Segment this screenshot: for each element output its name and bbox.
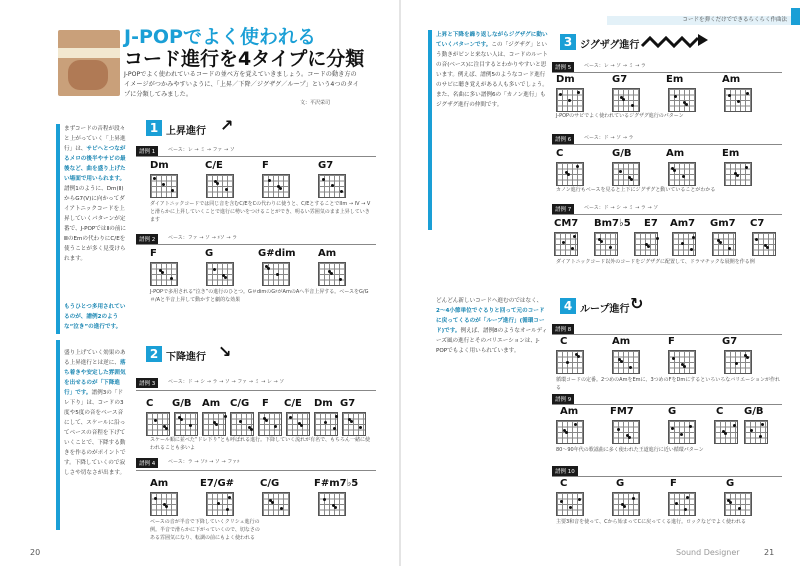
right-column-bar <box>428 30 432 230</box>
finger-dot <box>163 425 166 428</box>
finger-dot <box>735 362 738 365</box>
left-column-bar-2 <box>56 340 60 530</box>
chord-diagram <box>146 412 170 436</box>
chord: G/B <box>612 148 632 159</box>
finger-dot <box>645 243 648 246</box>
finger-dot <box>764 244 767 247</box>
finger-dot <box>609 246 612 249</box>
finger-dot <box>568 99 571 102</box>
chord-diagram <box>712 232 736 256</box>
chord: Am <box>722 74 741 85</box>
chord-diagram <box>262 262 290 286</box>
finger-dot <box>672 357 675 360</box>
finger-dot <box>680 433 683 436</box>
chord: G7 <box>722 336 738 347</box>
example5-bass: ベース：レ → ソ → ミ → ラ <box>584 63 646 69</box>
finger-dot <box>631 104 634 107</box>
example4-badge: 譜例 4 <box>136 458 158 468</box>
zigzag-arrow-icon <box>640 34 710 50</box>
finger-dot <box>686 496 689 499</box>
chord: G <box>726 478 735 489</box>
chord: Dm <box>314 398 333 409</box>
finger-dot <box>163 503 166 506</box>
finger-dot <box>674 95 677 98</box>
chord: G#dim <box>258 248 296 259</box>
example6-note: カノン進行もベースを見ると上下にジグザグと動いていることがわかる <box>556 187 716 193</box>
chord-diagram <box>612 88 640 112</box>
chord: G/B <box>172 398 192 409</box>
example6-bass: ベース：ド → ソ → ラ <box>584 135 634 141</box>
chord-diagram <box>150 262 178 286</box>
chord: F <box>262 160 269 171</box>
chord-diagram <box>150 174 178 198</box>
guitar-photo <box>58 30 120 96</box>
chord: C/E <box>205 160 223 171</box>
header-tab-marker <box>791 8 800 25</box>
chord-diagram <box>314 412 338 436</box>
body-text-left-3: 盛り上げていく効果のある上昇進行とは逆に、落ち着きや安定した雰囲気を出せるのが「下降進行」です。譜例3の「ドレ下り」は、コードの3度や5度の音をベース音にして、スケールに沿ってベースの音程を下げていくことで、下降する動きを作るのがポイントです。下降していくので寂しさや切なさが出ます。 <box>64 350 126 476</box>
section4-title: ループ進行 <box>580 304 630 315</box>
finger-dot <box>289 416 292 419</box>
finger-dot <box>159 269 162 272</box>
finger-dot <box>759 435 762 438</box>
chord-diagram <box>342 412 366 436</box>
finger-dot <box>728 94 731 97</box>
finger-dot <box>734 172 737 175</box>
finger-dot <box>689 425 692 428</box>
finger-dot <box>154 497 157 500</box>
chord: FM7 <box>610 406 634 417</box>
chord-diagram <box>556 88 584 112</box>
finger-dot <box>745 166 748 169</box>
chord: Em <box>722 148 740 159</box>
finger-dot <box>339 278 342 281</box>
finger-dot <box>578 498 581 501</box>
section3-title: ジグザグ進行 <box>580 40 640 51</box>
finger-dot <box>248 426 251 429</box>
chord: Em <box>666 74 684 85</box>
chord-diagram <box>556 420 584 444</box>
chord: F#m7♭5 <box>314 478 359 489</box>
finger-dot <box>359 426 362 429</box>
chord: Am <box>666 148 685 159</box>
example7-bass: ベース：ド → シ → ミ → ラ → ソ <box>584 205 659 211</box>
finger-dot <box>562 241 565 244</box>
finger-dot <box>598 238 601 241</box>
example10-note: 主要3和音を使って、Cから始まってCに戻ってくる進行。ロックなどでよく使われる <box>556 519 746 525</box>
example8-badge: 譜例 8 <box>552 324 574 334</box>
example6-badge: 譜例 6 <box>552 134 574 144</box>
example3-note: スケール順に並べた“ドレ下り”とも呼ばれる進行。下降していく流れが有名で、もちろん一緒に使われることも多いよ <box>150 437 370 451</box>
left-column-bar <box>56 124 60 334</box>
finger-dot <box>733 424 736 427</box>
chord-diagram <box>318 262 346 286</box>
finger-dot <box>333 427 336 430</box>
section4-number: 4 <box>560 298 576 314</box>
finger-dot <box>632 497 635 500</box>
chord: G7 <box>612 74 628 85</box>
chord-diagram <box>556 492 584 516</box>
finger-dot <box>170 277 173 280</box>
example8-note: 循環コードの定番。2つめのAmをEmに、3つめのFをDmにするといろいろなバリエーションが作れる <box>556 377 780 391</box>
chord: F <box>262 398 269 409</box>
finger-dot <box>265 265 268 268</box>
chord: G7 <box>340 398 356 409</box>
chord: Am7 <box>670 218 696 229</box>
example1-note: ダイアトニックコードでは同じ音を含むC/EをCの代わりに使うと、C/EとすることでIIm → IV → Vと滑らかに上昇していくことで進行に勢いをつけることができ、明るい雰囲気のまま上昇していきます <box>150 201 371 223</box>
finger-dot <box>331 184 334 187</box>
chord-diagram <box>752 232 776 256</box>
title-line1: J-POPでよく使われる <box>124 26 316 48</box>
finger-dot <box>263 417 266 420</box>
finger-dot <box>617 428 620 431</box>
finger-dot <box>571 247 574 250</box>
chord: Dm <box>556 74 575 85</box>
finger-dot <box>340 190 343 193</box>
page-number-right: 21 <box>764 548 775 557</box>
example1-badge: 譜例 1 <box>136 146 158 156</box>
chord: C <box>560 478 568 489</box>
chord: C7 <box>750 218 765 229</box>
chord: Bm7♭5 <box>594 218 631 229</box>
finger-dot <box>268 179 271 182</box>
chord-diagram <box>150 492 178 516</box>
finger-dot <box>213 421 216 424</box>
finger-dot <box>671 427 674 430</box>
section2-number: 2 <box>146 346 162 362</box>
section1-number: 1 <box>146 120 162 136</box>
finger-dot <box>274 425 277 428</box>
example2-note: J-POPで多用される“泣き”の進行のひとつ。G＃dimのG♯がAmのAへ半音上昇する。ベースをG/G＃/Aと半音上昇して動かすと劇的な効果 <box>150 289 369 303</box>
chord: G <box>616 478 625 489</box>
chord-diagram <box>612 350 640 374</box>
section1-arrow-icon: ↗ <box>220 116 234 135</box>
chord: C <box>560 336 568 347</box>
chord-diagram <box>612 492 640 516</box>
finger-dot <box>213 268 216 271</box>
finger-dot <box>728 247 731 250</box>
chord-diagram <box>634 232 658 256</box>
finger-dot <box>348 418 351 421</box>
finger-dot <box>222 274 225 277</box>
chord-diagram <box>556 350 584 374</box>
finger-dot <box>629 366 632 369</box>
chord-diagram <box>262 174 290 198</box>
finger-dot <box>324 421 327 424</box>
loop-arrow-icon: ↻ <box>630 294 644 313</box>
page-spine <box>399 0 401 566</box>
chord-diagram <box>554 232 578 256</box>
finger-dot <box>217 502 220 505</box>
finger-dot <box>573 235 576 238</box>
finger-dot <box>681 242 684 245</box>
chord-diagram <box>230 412 254 436</box>
finger-dot <box>681 363 684 366</box>
example5-badge: 譜例 5 <box>552 62 574 72</box>
finger-dot <box>225 188 228 191</box>
finger-dot <box>153 177 156 180</box>
chord-diagram <box>744 420 768 444</box>
chord-diagram <box>262 492 290 516</box>
section2-title: 下降進行 <box>166 352 206 363</box>
finger-dot <box>214 180 217 183</box>
chord: C <box>716 406 724 417</box>
finger-dot <box>746 92 749 95</box>
finger-dot <box>224 415 227 418</box>
body-text-left-2: もうひとつ多用されているのが、譜例2のような“泣き”の進行です。 <box>64 304 126 330</box>
finger-dot <box>162 183 165 186</box>
chord: CM7 <box>554 218 579 229</box>
body-text-right-2: どんどん新しいコードへ進むのではなく、2〜4小節単位でぐるりと回って元のコードに戻ってくるのが「ループ進行」(循環コード)です。例えば、譜例8のようなオールディーズ風の進行とそのバリエーションは、J-POPでもよく用いられています。 <box>436 298 548 354</box>
chord-diagram <box>714 420 738 444</box>
example3-badge: 譜例 3 <box>136 378 158 388</box>
section3-number: 3 <box>560 34 576 50</box>
finger-dot <box>619 170 622 173</box>
chord-diagram <box>556 162 584 186</box>
chord-diagram <box>258 412 282 436</box>
brand: Sound Designer <box>676 548 740 557</box>
chord-diagram <box>724 350 752 374</box>
chord: Am <box>560 406 579 417</box>
finger-dot <box>569 506 572 509</box>
finger-dot <box>226 508 229 511</box>
lead-text: J-POPでよく使われているコードの並べ方を覚えていきましょう。コードの動き方のイメージがつかみやすいように、「上昇／下降／ジグザグ／ループ」という4つのタイプに分類してみました。 <box>124 71 359 98</box>
example2-badge: 譜例 2 <box>136 234 158 244</box>
finger-dot <box>565 171 568 174</box>
finger-dot <box>332 504 335 507</box>
chord-diagram <box>206 174 234 198</box>
finger-dot <box>626 434 629 437</box>
chord: F <box>670 478 677 489</box>
chord-diagram <box>668 88 696 112</box>
finger-dot <box>277 185 280 188</box>
finger-dot <box>761 423 764 426</box>
finger-dot <box>280 507 283 510</box>
chord: C/E <box>284 398 302 409</box>
example2-bass: ベース：ファ → ソ → ♯ソ → ラ <box>168 235 238 241</box>
chord: Am <box>612 336 631 347</box>
finger-dot <box>566 361 569 364</box>
chord: C/G <box>260 478 280 489</box>
chord: F <box>150 248 157 259</box>
finger-dot <box>684 508 687 511</box>
finger-dot <box>717 239 720 242</box>
finger-dot <box>737 100 740 103</box>
finger-dot <box>722 430 725 433</box>
section2-arrow-icon: ↘ <box>218 342 232 361</box>
finger-dot <box>675 502 678 505</box>
finger-dot <box>574 423 577 426</box>
chord-diagram <box>286 412 310 436</box>
chord-diagram <box>668 162 696 186</box>
finger-dot <box>560 500 563 503</box>
chord-diagram <box>724 88 752 112</box>
body-text-left-1: まずコードの音程が段々と上がっていく「上昇進行」は、サビへとつながるメロの後半やサビの最後など、曲を盛り上げたい場面で用いられます。譜例1のように、Dm(Ⅱ)からG7(Ⅴ)に向かってダイアトニックコードを上昇していくパターンが定番で、J-POPではⅡの前にⅢのEmの代わりにC/Eを使うことが多く見受けられます。 <box>64 126 127 262</box>
chord-diagram <box>206 262 234 286</box>
finger-dot <box>239 420 242 423</box>
chord: C <box>146 398 154 409</box>
finger-dot <box>269 499 272 502</box>
finger-dot <box>682 175 685 178</box>
chord: E7/G# <box>200 478 235 489</box>
section1-title: 上昇進行 <box>166 126 206 137</box>
example9-badge: 譜例 9 <box>552 394 574 404</box>
example4-bass: ベース：ラ → ソ♯ → ソ → ファ♯ <box>168 459 240 465</box>
chord: C <box>556 148 564 159</box>
chord-diagram <box>318 174 346 198</box>
chord-diagram <box>668 492 696 516</box>
chord: G <box>668 406 677 417</box>
finger-dot <box>228 496 231 499</box>
chord-diagram <box>612 420 640 444</box>
finger-dot <box>618 358 621 361</box>
finger-dot <box>576 165 579 168</box>
chord: E7 <box>644 218 658 229</box>
chord-diagram <box>318 492 346 516</box>
example1-bass: ベース：レ → ミ → ファ → ソ <box>168 147 235 153</box>
finger-dot <box>171 189 174 192</box>
example9-note: 80〜90年代の歌謡曲に多く使われた王道進行に近い循環パターン <box>556 447 704 453</box>
chord-diagram <box>668 420 696 444</box>
chord: Am <box>318 248 337 259</box>
finger-dot <box>727 499 730 502</box>
chord: Gm7 <box>710 218 736 229</box>
credit: 文：平沢栄司 <box>300 100 331 106</box>
page-number-left: 20 <box>30 548 41 557</box>
example7-note: ダイアトニックコード以外のコードをジグザグに配置して、ドラマチックな展開を作る例 <box>556 259 755 265</box>
finger-dot <box>559 93 562 96</box>
finger-dot <box>755 238 758 241</box>
finger-dot <box>620 96 623 99</box>
finger-dot <box>628 176 631 179</box>
finger-dot <box>189 424 192 427</box>
example5-note: J-POPのサビでよく使われているジグザグ進行のパターン <box>556 113 684 119</box>
finger-dot <box>154 419 157 422</box>
chord: Am <box>150 478 169 489</box>
title-line2: コード進行を4タイプに分類 <box>124 48 365 70</box>
finger-dot <box>690 248 693 251</box>
chord: G7 <box>318 160 334 171</box>
chord: F <box>668 336 675 347</box>
finger-dot <box>750 429 753 432</box>
finger-dot <box>692 236 695 239</box>
chord-diagram <box>724 492 752 516</box>
finger-dot <box>322 178 325 181</box>
chord: C/G <box>230 398 250 409</box>
chord-diagram <box>724 162 752 186</box>
chord-diagram <box>612 162 640 186</box>
finger-dot <box>563 429 566 432</box>
example4-note: ベースの音が半音で下降していくクリシェ進行の例。半音で滑らかに下がっていくので、切なさのある雰囲気になり、転調の前にもよく使われる <box>150 519 260 541</box>
finger-dot <box>276 273 279 276</box>
chord-diagram <box>594 232 618 256</box>
chord-diagram <box>174 412 198 436</box>
finger-dot <box>328 270 331 273</box>
chord-diagram <box>202 412 226 436</box>
finger-dot <box>656 237 659 240</box>
chord: G <box>205 248 214 259</box>
chord-diagram <box>668 350 696 374</box>
example10-badge: 譜例 10 <box>552 466 578 476</box>
finger-dot <box>738 507 741 510</box>
chord-diagram <box>672 232 696 256</box>
chord-diagram <box>206 492 234 516</box>
finger-dot <box>577 91 580 94</box>
body-text-right-1: 上昇と下降を繰り返しながらジグザグに動いていくパターンです。この「ジグザグ」という動きがピンと来ない人は、コードのルートの音(ベース)に注目するとわかりやすいと思います。例えば、譜例5のようなコード進行のサビに聴き覚えがある人も多いでしょう。また、名曲に多い譜例6の「カノン進行」もジグザグ進行の仲間です。 <box>436 32 548 108</box>
chord: Dm <box>150 160 169 171</box>
finger-dot <box>744 354 747 357</box>
finger-dot <box>683 101 686 104</box>
chord: Am <box>202 398 221 409</box>
finger-dot <box>335 415 338 418</box>
chord: G/B <box>744 406 764 417</box>
finger-dot <box>178 416 181 419</box>
finger-dot <box>575 353 578 356</box>
finger-dot <box>298 422 301 425</box>
example3-bass: ベース：ド → シ → ラ → ソ → ファ → ミ → レ → ソ <box>168 379 285 385</box>
header-tab: コードを弾くだけでできるらくらく作曲法 <box>607 16 791 25</box>
example7-badge: 譜例 7 <box>552 204 574 214</box>
finger-dot <box>621 503 624 506</box>
finger-dot <box>671 167 674 170</box>
finger-dot <box>323 498 326 501</box>
